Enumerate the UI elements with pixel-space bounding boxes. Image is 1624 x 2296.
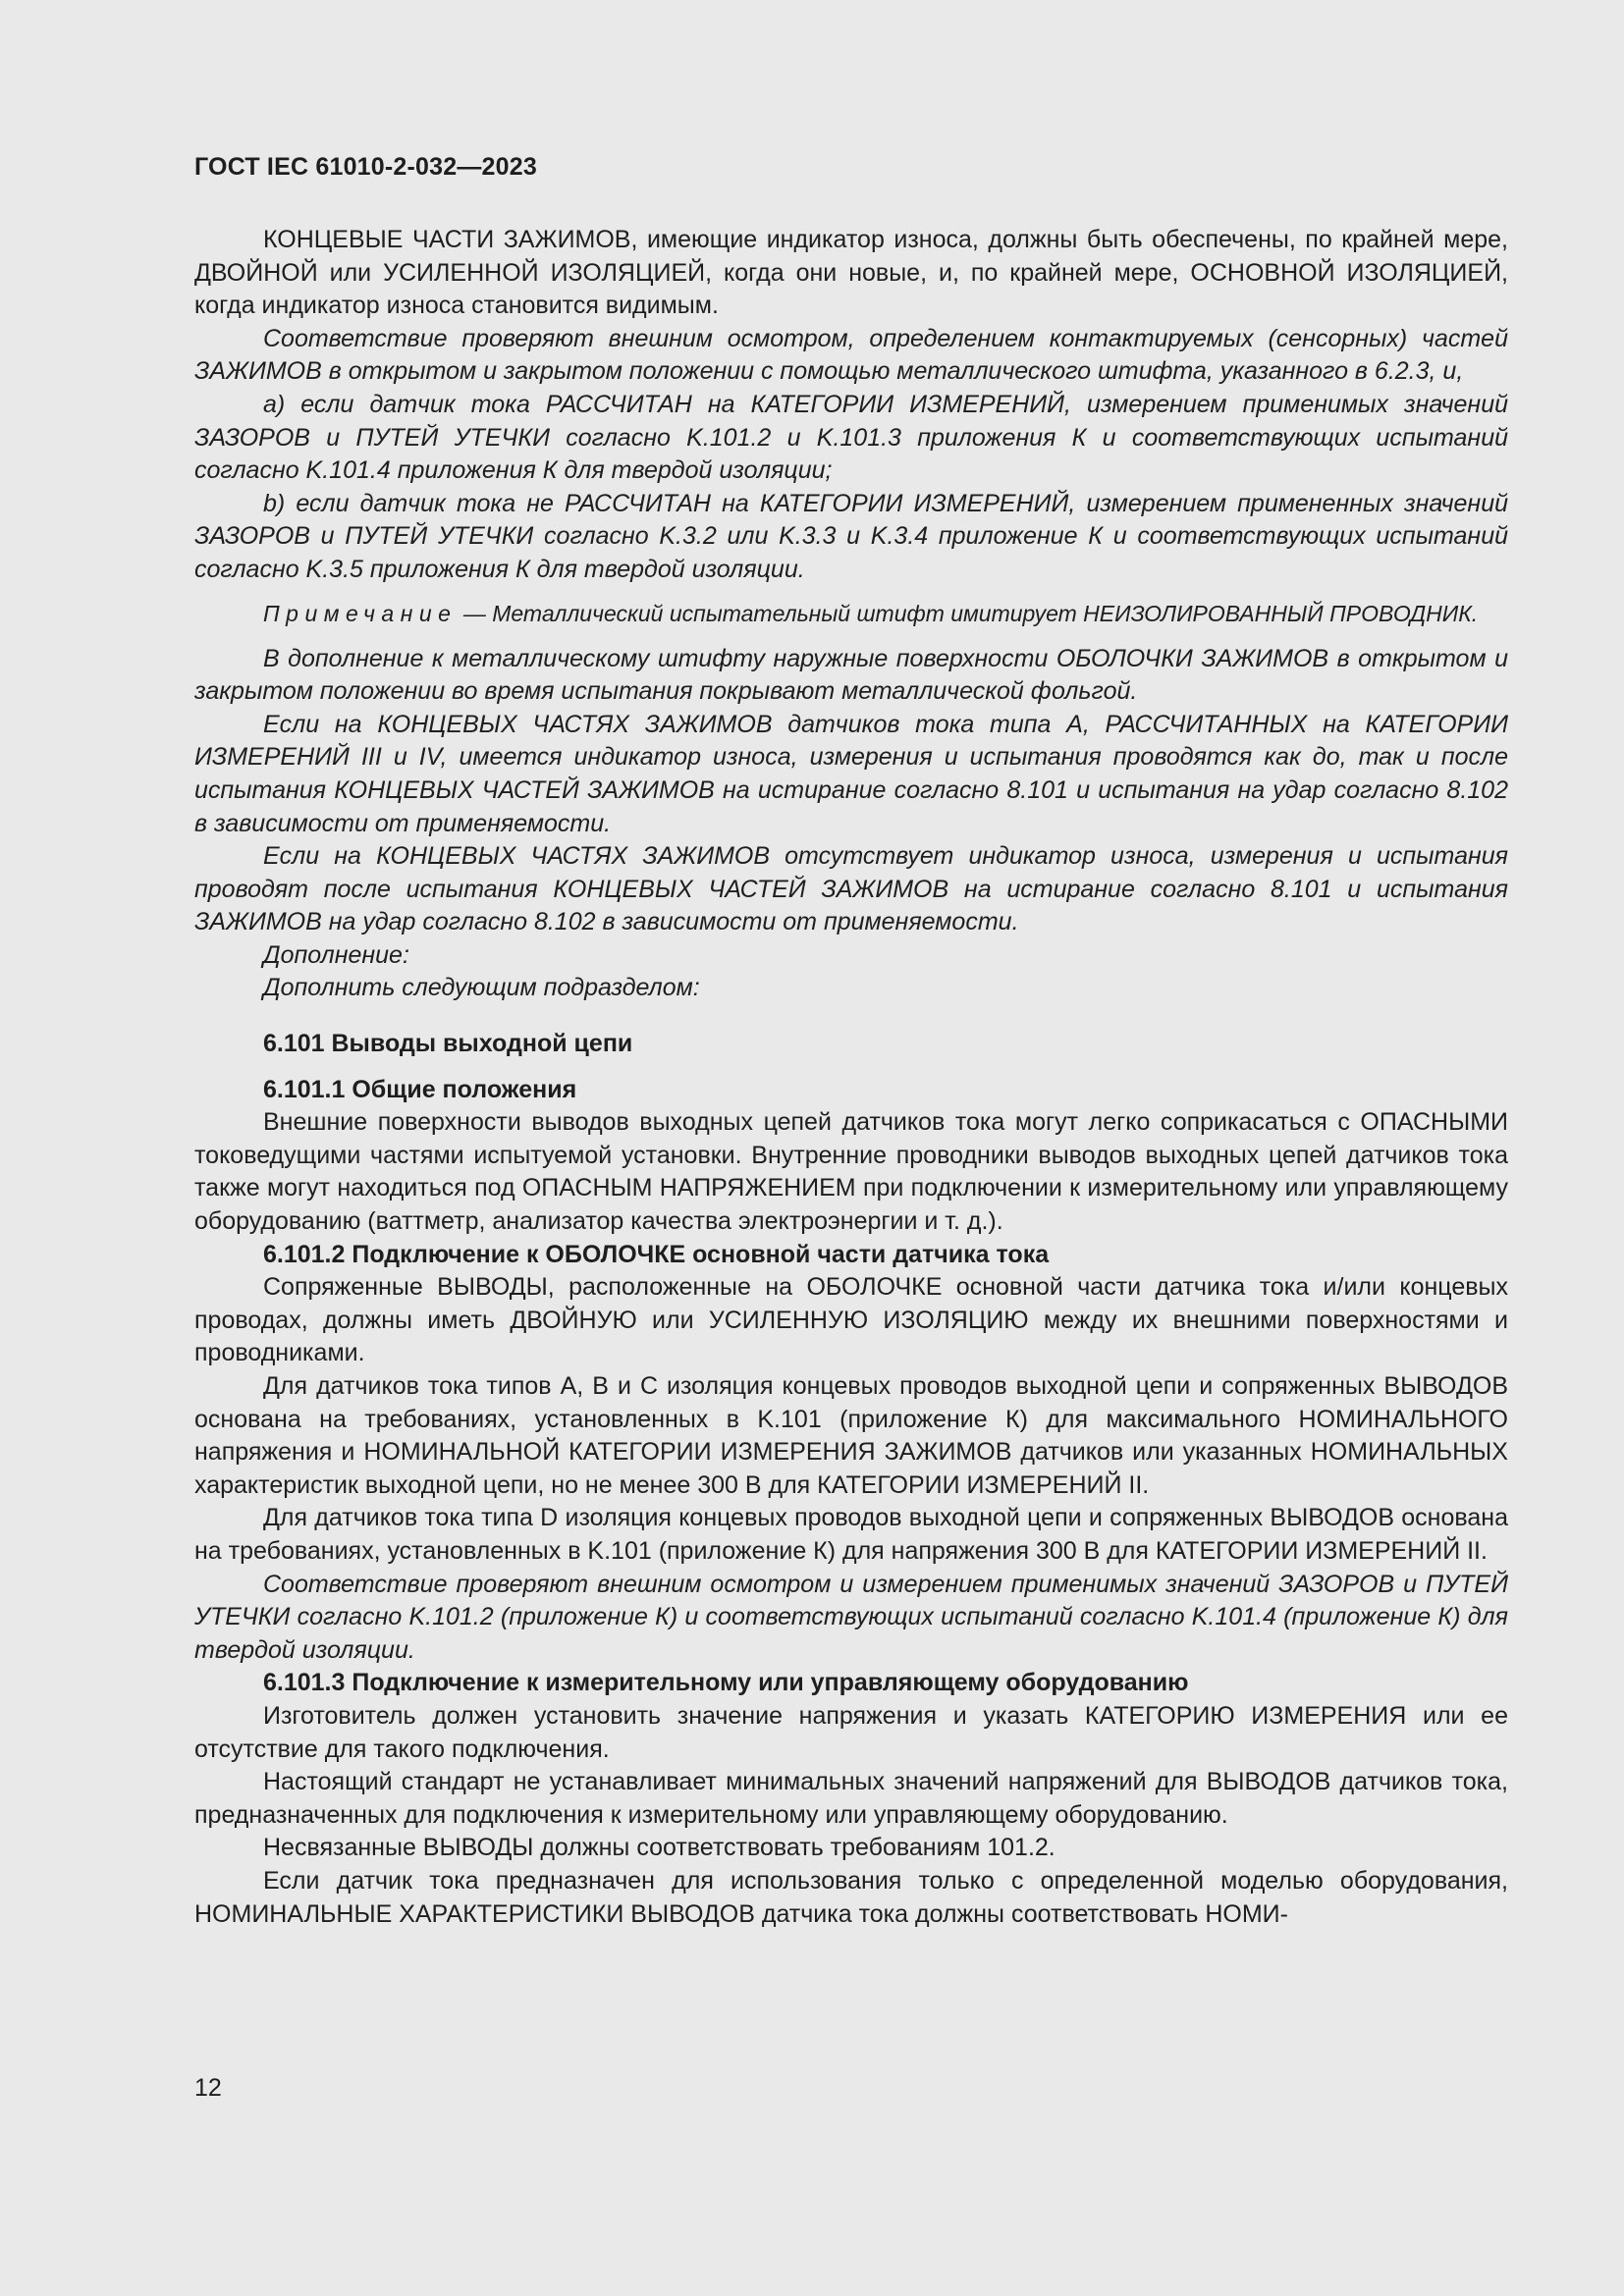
paragraph: Несвязанные ВЫВОДЫ должны соответствовать требованиям 101.2. [263, 1834, 1056, 1862]
subsection-heading: 6.101.1 Общие положения [263, 1075, 577, 1103]
paragraph: В дополнение к металлическому штифту наружные поверхности ОБОЛОЧКИ ЗАЖИМОВ в открытом и закрытом положении во время испытания покрывают металлической фольгой. [194, 644, 1508, 706]
section-heading: 6.101 Выводы выходной цепи [263, 1030, 633, 1058]
paragraph: Изготовитель должен установить значение напряжения и указать КАТЕГОРИЮ ИЗМЕРЕНИЯ или ее отсутствие для такого подключения. [194, 1701, 1508, 1763]
paragraph: Для датчиков тока типа D изоляция концевых проводов выходной цепи и сопряженных ВЫВОДОВ основана на требованиях, установленных в K.101 (приложение К) для напряжения 300 В для КАТЕГОРИИ ИЗМЕРЕНИЙ II. [194, 1504, 1508, 1565]
paragraph: Если на КОНЦЕВЫХ ЧАСТЯХ ЗАЖИМОВ датчиков тока типа А, РАССЧИТАННЫХ на КАТЕГОРИИ ИЗМЕРЕНИЙ III и IV, имеется индикатор износа, измерения и испытания проводятся как до, так и после испытания КОНЦЕВЫХ ЧАСТЕЙ ЗАЖИМОВ на истирание согласно 8.101 и испытания на удар согласно 8.102 в зависимости от применяемости. [194, 710, 1508, 837]
paragraph: Дополнить следующим подразделом: [263, 974, 700, 1002]
paragraph: Для датчиков тока типов А, В и С изоляция концевых проводов выходной цепи и сопряженных ВЫВОДОВ основана на требованиях, установленных в K.101 (приложение К) для максимального НОМИНАЛЬНОГО напряжения и НОМИНАЛЬНОЙ КАТЕГОРИИ ИЗМЕРЕНИЯ ЗАЖИМОВ датчиков или указанных НОМИНАЛЬНЫХ характеристик выходной цепи, но не менее 300 В для КАТЕГОРИИ ИЗМЕРЕНИЙ II. [194, 1372, 1508, 1499]
document-body [194, 224, 1508, 1931]
paragraph: Внешние поверхности выводов выходных цепей датчиков тока могут легко соприкасаться с ОПАСНЫМИ токоведущими частями испытуемой установки. Внутренние проводники выводов выходных цепей датчиков тока также могут находиться под ОПАСНЫМ НАПРЯЖЕНИЕМ при подключении к измерительному или управляющему оборудованию (ваттметр, анализатор качества электроэнергии и т. д.). [194, 1108, 1508, 1236]
paragraph: КОНЦЕВЫЕ ЧАСТИ ЗАЖИМОВ, имеющие индикатор износа, должны быть обеспечены, по крайней мере, ДВОЙНОЙ или УСИЛЕННОЙ ИЗОЛЯЦИЕЙ, когда они новые, и, по крайней мере, ОСНОВНОЙ ИЗОЛЯЦИЕЙ, когда индикатор износа становится видимым. [194, 226, 1508, 320]
note [194, 599, 1508, 629]
paragraph: Соответствие проверяют внешним осмотром, определением контактируемых (сенсорных) частей ЗАЖИМОВ в открытом и закрытом положении с помощью металлического штифта, указанного в 6.2.3, и, [194, 324, 1508, 386]
subsection-heading: 6.101.3 Подключение к измерительному или управляющему оборудованию [263, 1669, 1189, 1697]
paragraph: Если датчик тока предназначен для использования только с определенной моделью оборудования, НОМИНАЛЬНЫЕ ХАРАКТЕРИСТИКИ ВЫВОДОВ датчика тока должны соответствовать НОМИ- [194, 1866, 1508, 1928]
page-number: 12 [194, 2074, 222, 2102]
paragraph: Сопряженные ВЫВОДЫ, расположенные на ОБОЛОЧКЕ основной части датчика тока и/или концевых проводах, должны иметь ДВОЙНУЮ или УСИЛЕННУЮ ИЗОЛЯЦИЮ между их внешними поверхностями и проводниками. [194, 1273, 1508, 1367]
paragraph: Настоящий стандарт не устанавливает минимальных значений напряжений для ВЫВОДОВ датчиков тока, предназначенных для подключения к измерительному или управляющему оборудованию. [194, 1768, 1508, 1829]
subsection-heading: 6.101.2 Подключение к ОБОЛОЧКЕ основной части датчика тока [263, 1240, 1050, 1268]
paragraph: Дополнение: [263, 940, 409, 969]
note-label: Примечание [263, 600, 458, 626]
paragraph: a) если датчик тока РАССЧИТАН на КАТЕГОРИИ ИЗМЕРЕНИЙ, измерением применимых значений ЗАЗОРОВ и ПУТЕЙ УТЕЧКИ согласно K.101.2 и K.101.3 приложения К и соответствующих испытаний согласно K.101.4 приложения К для твердой изоляции; [194, 390, 1508, 485]
paragraph: b) если датчик тока не РАССЧИТАН на КАТЕГОРИИ ИЗМЕРЕНИЙ, измерением примененных значений ЗАЗОРОВ и ПУТЕЙ УТЕЧКИ согласно K.3.2 или K.3.3 и K.3.4 приложение К и соответствующих испытаний согласно K.3.5 приложения К для твердой изоляции. [194, 489, 1508, 583]
note-text: — Металлический испытательный штифт имитирует НЕИЗОЛИРОВАННЫЙ ПРОВОДНИК. [457, 600, 1479, 626]
paragraph: Соответствие проверяют внешним осмотром и измерением применимых значений ЗАЗОРОВ и ПУТЕЙ УТЕЧКИ согласно K.101.2 (приложение К) и соответствующих испытаний согласно K.101.4 (приложение К) для твердой изоляции. [194, 1570, 1508, 1664]
document-header: ГОСТ IEC 61010-2-032—2023 [194, 153, 537, 181]
paragraph: Если на КОНЦЕВЫХ ЧАСТЯХ ЗАЖИМОВ отсутствует индикатор износа, измерения и испытания проводят после испытания КОНЦЕВЫХ ЧАСТЕЙ ЗАЖИМОВ на истирание согласно 8.101 и испытания ЗАЖИМОВ на удар согласно 8.102 в зависимости от применяемости. [194, 842, 1508, 936]
